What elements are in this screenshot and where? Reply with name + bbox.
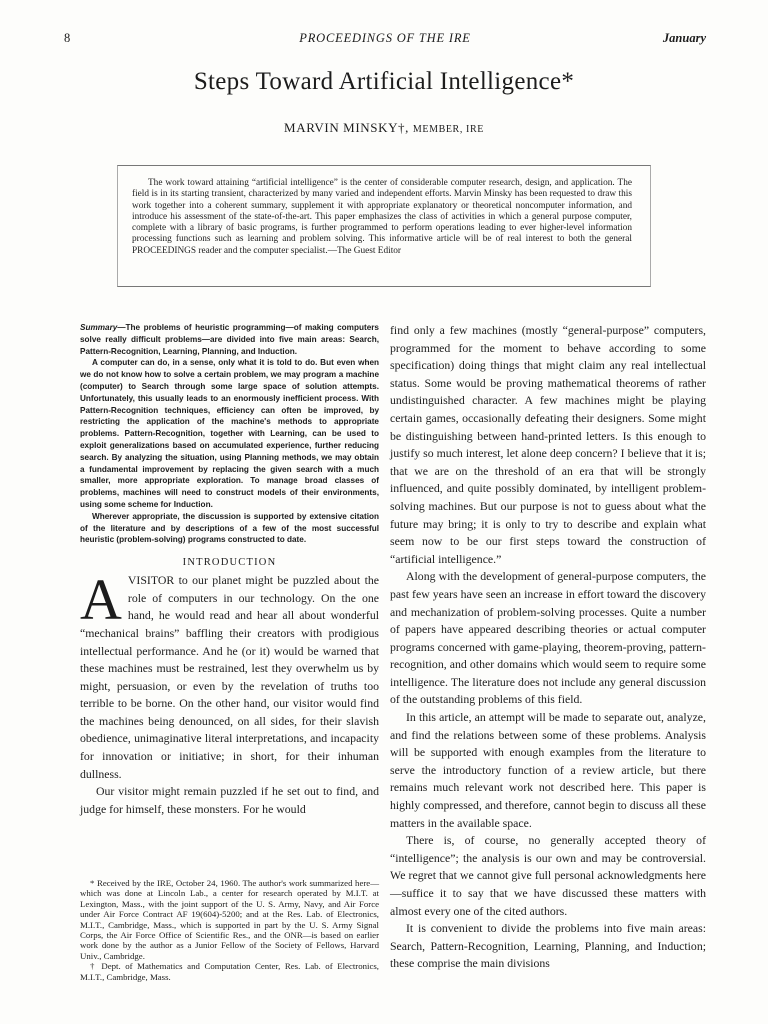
body-paragraph-4: There is, of course, no generally accepted theory of “intelligence”; the analysis is our own and may be controversial. We regret that we cannot give full personal acknowledgments here—suffice it to say that we have discussed these matters with almost every one of the cited authors.	[390, 833, 706, 918]
summary-text-1: —The problems of heuristic programming—of making computers solve really difficult problems—are divided into five main areas: Search, Pattern-Recognition, Learning, Planning, and Induction.	[80, 323, 379, 356]
intro-paragraph-1	[80, 567, 379, 783]
body-paragraph-5: It is convenient to divide the problems into five main areas: Search, Pattern-Recognition, Learning, Planning, and Induction; these comprise the main divisions	[390, 921, 706, 971]
author-name: MARVIN MINSKY†,	[284, 120, 410, 135]
summary-label: Summary	[80, 323, 118, 332]
summary	[80, 322, 379, 546]
intro-paragraph-2: Our visitor might remain puzzled if he set out to find, and judge for himself, these monsters. For he would	[80, 784, 379, 816]
body-paragraph-3: In this article, an attempt will be made to separate out, analyze, and find the relations between some of these problems. Analysis will be supported with enough examples from the literature to serve the introductory function of a review article, but there remains much relevant work not described here. This paper is highly compressed, and therefore, cannot begin to discuss all these matters in the available space.	[390, 710, 706, 830]
page-number: 8	[64, 31, 71, 45]
summary-paragraph-3: Wherever appropriate, the discussion is supported by extensive citation of the literature and by descriptions of a few of the most successful heuristic (problem-solving) programs constructed to date.	[80, 511, 379, 545]
paper-title: Steps Toward Artificial Intelligence*	[193, 68, 575, 95]
journal-name: PROCEEDINGS OF THE IRE	[299, 31, 471, 45]
editor-note: The work toward attaining “artificial intelligence” is the center of considerable computer research, design, and application. The field is in its starting transient, characterized by many varied and independent efforts. Marvin Minsky has been requested to draw this work together into a coherent summary, supplement it with appropriate explanatory or theoretical noncomputer information, and introduce his assessment of the state-of-the-art. This paper emphasizes the class of activities in which a general purpose computer, complete with a library of basic programs, is further programmed to perform operations leading to ever higher-level information processing functions such as learning and problem solving. This informative article will be of real interest to both the general PROCEEDINGS reader and the computer specialist.—The Guest Editor	[132, 178, 632, 256]
introduction-body	[80, 567, 379, 818]
drop-cap: A	[80, 567, 122, 633]
footnote-affiliation: † Dept. of Mathematics and Computation Center, Res. Lab. of Electronics, M.I.T., Cambridge, Mass.	[80, 961, 379, 982]
body-paragraph-2: Along with the development of general-purpose computers, the past few years have seen an increase in effort toward the discovery and mechanization of problem-solving processes. Quite a number of papers have appeared describing theories or actual computer programs concerned with game-playing, theorem-proving, pattern-recognition, and other domains which would seem to require some intelligence. The literature does not include any general discussion of the outstanding problems of this field.	[390, 569, 706, 707]
right-column	[390, 322, 706, 973]
running-header	[64, 31, 706, 51]
footnotes	[80, 878, 379, 982]
footnote-received: * Received by the IRE, October 24, 1960. The author's work summarized here—which was done at Lincoln Lab., a center for research operated by M.I.T. at Lexington, Mass., with the joint support of the U. S. Army, Navy, and Air Force under Air Force Contract AF 19(604)-5200; and at the Res. Lab. of Electronics, M.I.T., Cambridge, Mass., which is supported in part by the U. S. Army Signal Corps, the Air Force Office of Scientific Res., and the ONR—is based on earlier work done by the author as a Junior Fellow of the Society of Fellows, Harvard Univ., Cambridge.	[80, 878, 379, 961]
summary-paragraph-1	[80, 322, 379, 357]
issue-month: January	[662, 31, 706, 45]
editor-note-box	[117, 165, 651, 287]
intro-text-1: VISITOR to our planet might be puzzled about the role of computers in our technology. On the one hand, he would read and hear all about wonderful “mechanical brains” baffling their creators with prodigious intellectual performance. And he (or it) would be warned that these machines must be restrained, lest they overwhelm us by might, persuasion, or even by the revelation of truths too terrible to be borne. On the other hand, our visitor would find the machines being denounced, on all sides, for their slavish obedience, unimaginative literal interpretations, and incapacity for innovation or initiative; in short, for their inhuman dullness.	[80, 573, 379, 781]
author-line	[0, 120, 768, 136]
section-heading-introduction: INTRODUCTION	[182, 557, 277, 569]
author-membership: MEMBER, IRE	[412, 124, 484, 135]
summary-paragraph-2: A computer can do, in a sense, only what it is told to do. But even when we do not know how to solve a certain problem, we may program a machine (computer) to Search through some large space of solution attempts. Unfortunately, this usually leads to an enormously inefficient process. With Pattern-Recognition techniques, efficiency can often be improved, by restricting the application of the machine's methods to appropriate problems. Pattern-Recognition, together with Learning, can be used to exploit generalizations based on accumulated experience, further reducing search. By analyzing the situation, using Planning methods, we may obtain a fundamental improvement by replacing the given search with a much smaller, more appropriate exploration. To manage broad classes of problems, machines will need to construct models of their environments, using some scheme for Induction.	[80, 358, 379, 509]
left-column	[80, 322, 379, 818]
body-paragraph-1: find only a few machines (mostly “general-purpose” computers, programmed for the moment to behave according to some specification) doing things that might claim any real intellectual status. Some would be proving mathematical theorems of rather undistinguished character. A few machines might be playing certain games, occasionally defeating their designers. Some might be distinguishing between hand-printed letters. Is this enough to justify so much interest, let alone deep concern? I believe that it is; that we are on the threshold of an era that will be strongly influenced, and quite possibly dominated, by intelligent problem-solving machines. But our purpose is not to guess about what the future may bring; it is only to try to describe and explain what seem now to be our first steps toward the construction of “artificial intelligence.”	[390, 323, 706, 566]
